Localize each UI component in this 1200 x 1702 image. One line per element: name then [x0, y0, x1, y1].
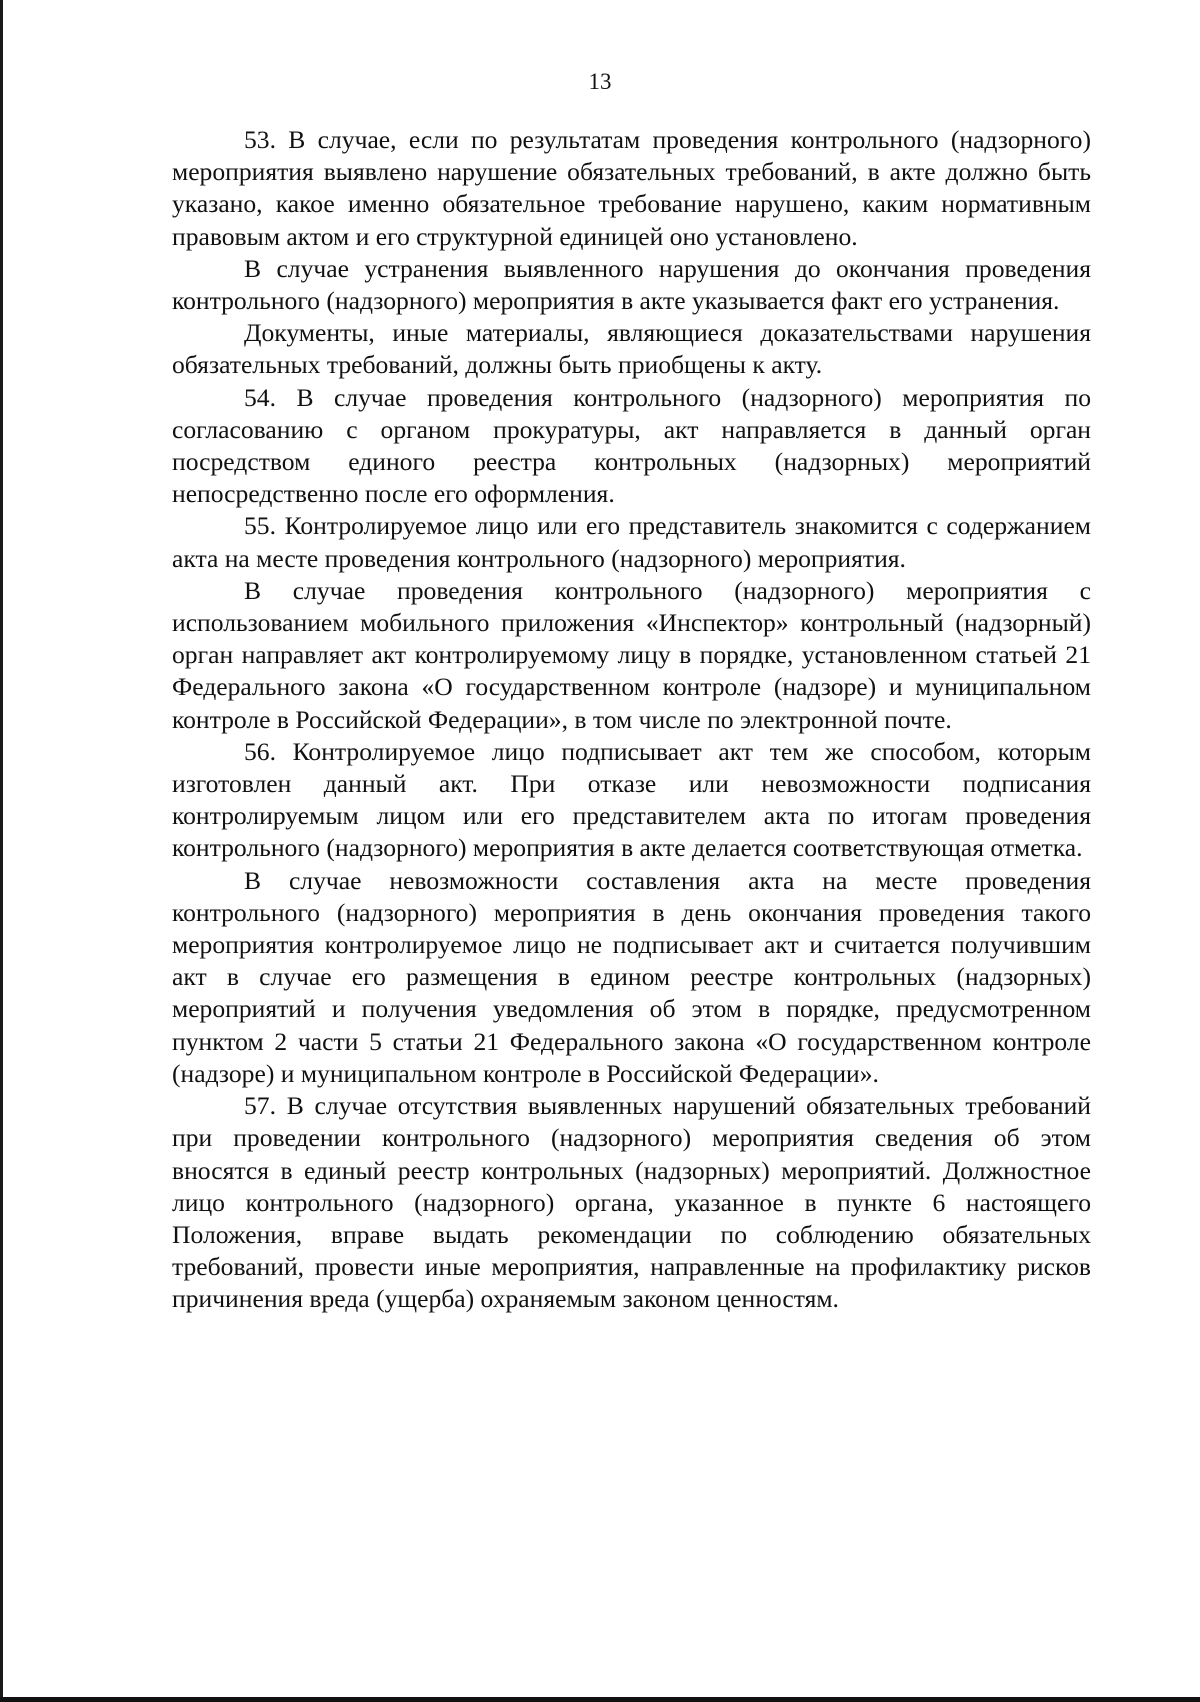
paragraph-55-inspector-app: В случае проведения контрольного (надзорного) мероприятия с использованием мобильного приложения «Инспектор» контрольный (надзорный) орган направляет акт контролируемому лицу в порядке, установленном статьей 21 Федерального закона «О государственном контроле (надзоре) и муниципальном контроле в Российской Федерации», в том числе по электронной почте.	[172, 575, 1091, 734]
scan-edge-left	[0, 0, 3, 1702]
paragraph-53-elimination: В случае устранения выявленного нарушения до окончания проведения контрольного (надзорного) мероприятия в акте указывается факт его устранения.	[172, 253, 1091, 316]
document-body	[172, 124, 1091, 1316]
paragraph-53-evidence: Документы, иные материалы, являющиеся доказательствами нарушения обязательных требований, должны быть приобщены к акту.	[172, 318, 1091, 380]
paragraph-55: 55. Контролируемое лицо или его представитель знакомится с содержанием акта на месте проведения контрольного (надзорного) мероприятия.	[172, 511, 1091, 573]
paragraph-56: 56. Контролируемое лицо подписывает акт тем же способом, которым изготовлен данный акт. При отказе или невозможности подписания контролируемым лицом или его представителем акта по итогам проведения контрольного (надзорного) мероприятия в акте делается соответствующая отметка.	[172, 736, 1091, 863]
paragraph-56-impossibility: В случае невозможности составления акта на месте проведения контрольного (надзорного) мероприятия в день окончания проведения такого мероприятия контролируемое лицо не подписывает акт и считается получившим акт в случае его размещения в едином реестре контрольных (надзорных) мероприятий и получения уведомления об этом в порядке, предусмотренном пунктом 2 части 5 статьи 21 Федерального закона «О государственном контроле (надзоре) и муниципальном контроле в Российской Федерации».	[172, 865, 1091, 1088]
paragraph-57: 57. В случае отсутствия выявленных нарушений обязательных требований при проведении контрольного (надзорного) мероприятия сведения об этом вносятся в единый реестр контрольных (надзорных) мероприятий. Должностное лицо контрольного (надзорного) органа, указанное в пункте 6 настоящего Положения, вправе выдать рекомендации по соблюдению обязательных требований, провести иные мероприятия, направленные на профилактику рисков причинения вреда (ущерба) охраняемым законом ценностям.	[172, 1091, 1091, 1314]
paragraph-54: 54. В случае проведения контрольного (надзорного) мероприятия по согласованию с органом прокуратуры, акт направляется в данный орган посредством единого реестра контрольных (надзорных) мероприятий непосредственно после его оформления.	[172, 382, 1091, 509]
page-number: 13	[588, 69, 612, 94]
scan-edge-bottom	[0, 1697, 1200, 1702]
paragraph-53: 53. В случае, если по результатам проведения контрольного (надзорного) мероприятия выявлено нарушение обязательных требований, в акте должно быть указано, какое именно обязательное требование нарушено, каким нормативным правовым актом и его структурной единицей оно установлено.	[172, 125, 1091, 251]
